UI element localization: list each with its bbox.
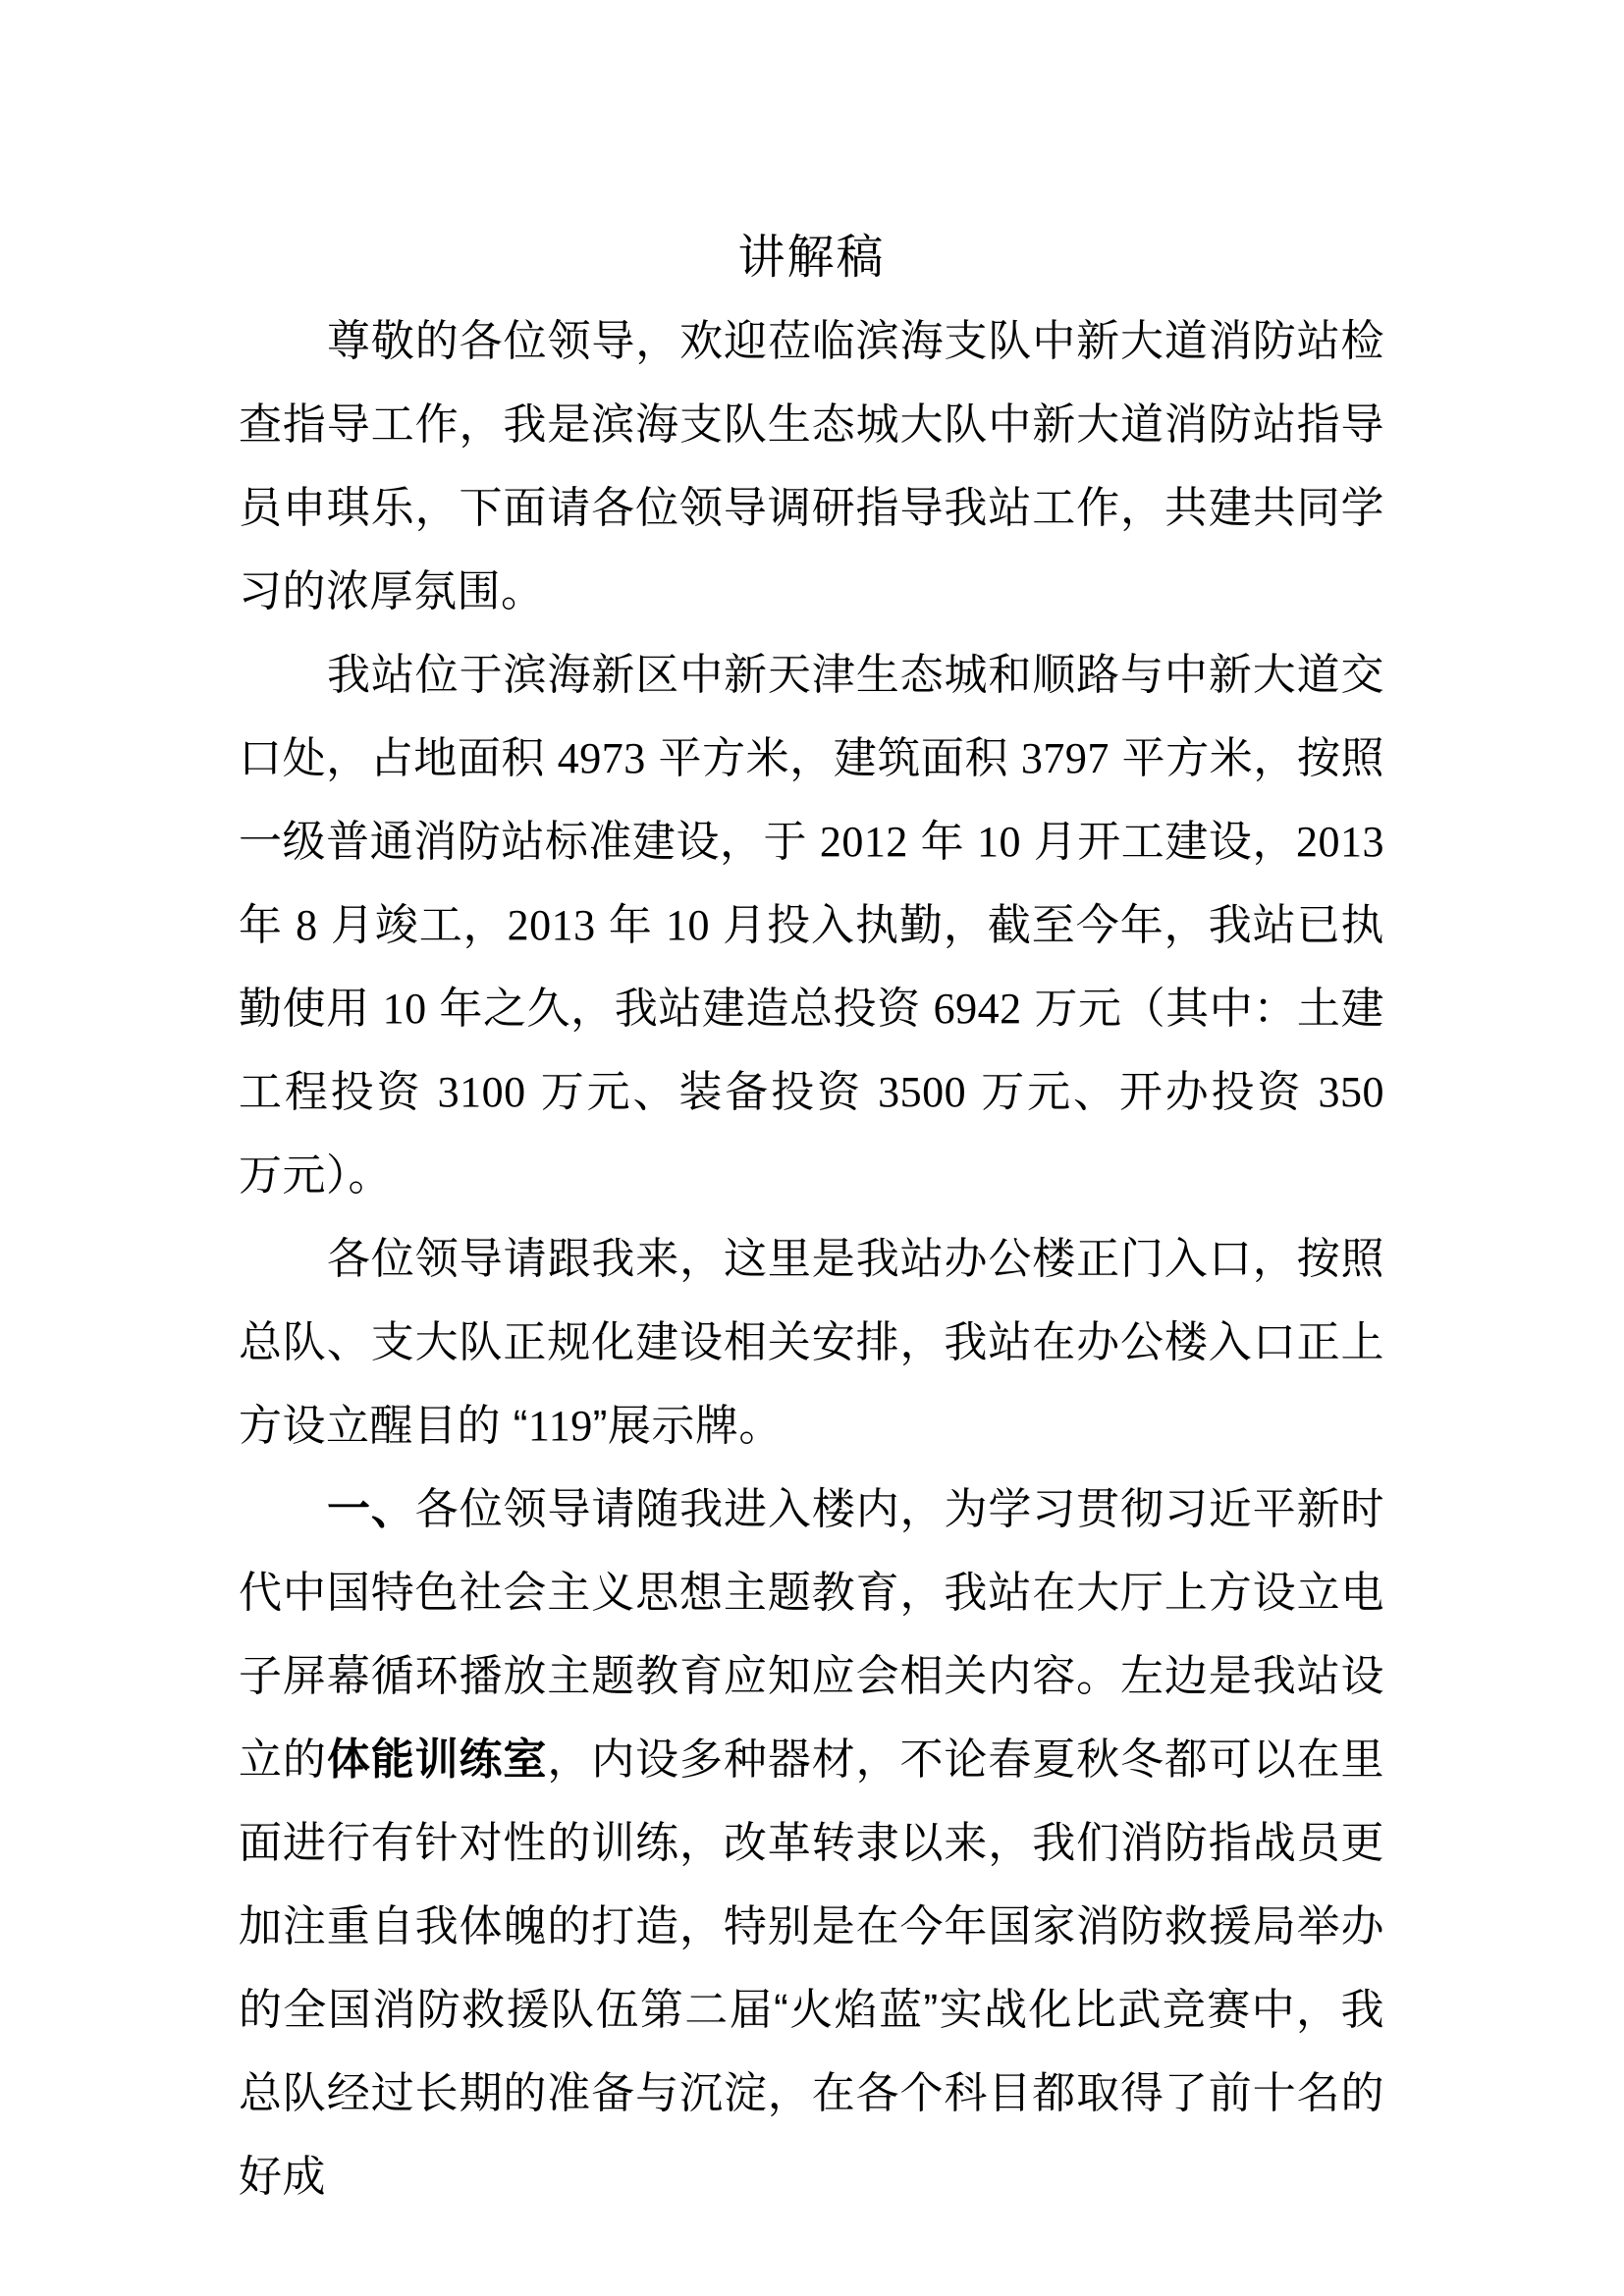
text-run: 尊敬的各位领导，欢迎莅临滨海支队中新大道消防站检查指导工作，我是滨海支队生态城大队中新大道消防站指导员申琪乐，下面请各位领导调研指导我站工作，共建共同学习的浓厚氛围。 bbox=[239, 317, 1384, 615]
number-text: 2013 bbox=[507, 901, 596, 949]
paragraph bbox=[239, 299, 1384, 633]
document-title: 讲解稿 bbox=[737, 232, 886, 284]
paragraph bbox=[239, 1217, 1384, 1468]
number-text: 350 bbox=[1318, 1068, 1384, 1116]
document-content bbox=[239, 216, 1384, 2218]
paragraph bbox=[239, 633, 1384, 1217]
document-body bbox=[239, 299, 1384, 2218]
number-text: 6942 bbox=[933, 985, 1022, 1033]
text-run: 一、 bbox=[327, 1485, 415, 1533]
text-run: 我站位于滨海新区中新天津生态城和顺路与中新大道交口处，占地面积 4973 平方米，建筑面积 3797 平方米，按照一级普通消防站标准建设，于 2012 年 10 月开工建设，2013 年 8 月竣工，2013 年 10 月投入执勤，截至今年，我站已执勤使用 10 年之久，我站建造总投资 6942 万元（其中：土建工程投资 3100 万元、装备投资 3500 万元、开办投资 350 万元）。 bbox=[239, 651, 1384, 1200]
number-text: 3100 bbox=[437, 1068, 526, 1116]
number-text: 3500 bbox=[878, 1068, 967, 1116]
number-text: 8 bbox=[296, 901, 318, 949]
number-text: 10 bbox=[976, 818, 1021, 866]
text-run: 各位领导请跟我来，这里是我站办公楼正门入口，按照总队、支大队正规化建设相关安排，我站在办公楼入口正上方设立醒目的 “119”展示牌。 bbox=[239, 1235, 1384, 1450]
number-text: 10 bbox=[665, 901, 710, 949]
paragraph bbox=[239, 1468, 1384, 2218]
text-run: 各位领导请随我进入楼内，为学习贯彻习近平新时代中国特色社会主义思想主题教育，我站在大厅上方设立电子屏幕循环播放主题教育应知应会相关内容。左边是我站设立的 bbox=[239, 1485, 1385, 1784]
number-text: 2013 bbox=[1296, 818, 1384, 866]
number-text: 3797 bbox=[1020, 734, 1110, 782]
number-text: 4973 bbox=[557, 734, 646, 782]
number-text: 2012 bbox=[819, 818, 908, 866]
text-run: ，内设多种器材，不论春夏秋冬都可以在里面进行有针对性的训练，改革转隶以来，我们消防指战员更加注重自我体魄的打造，特别是在今年国家消防救援局举办的全国消防救援队伍第二届“火焰蓝”实战化比武竞赛中，我总队经过长期的准备与沉淀，在各个科目都取得了前十名的好成 bbox=[239, 1735, 1385, 2201]
text-run: 体能训练室 bbox=[326, 1735, 548, 1784]
number-text: 119 bbox=[527, 1402, 593, 1450]
number-text: 10 bbox=[382, 985, 427, 1033]
